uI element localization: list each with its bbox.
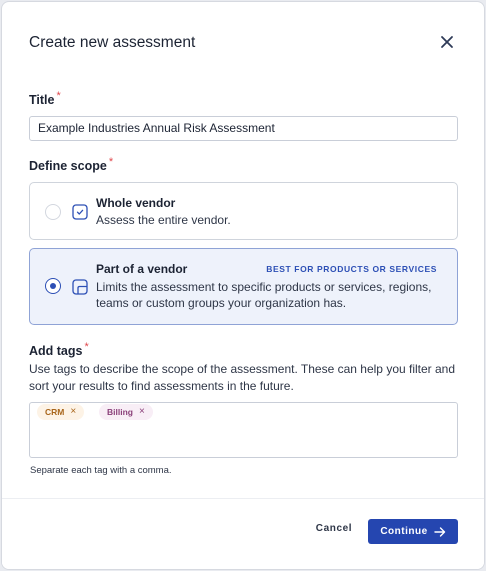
cancel-button[interactable]: Cancel — [315, 523, 353, 534]
title-input[interactable]: Example Industries Annual Risk Assessment — [29, 116, 458, 141]
vendor-box-check-icon — [72, 204, 88, 220]
option-title: Part of a vendor — [96, 262, 188, 276]
tag-label: CRM — [45, 407, 65, 417]
required-mark: * — [108, 156, 114, 168]
title-label-text: Title — [29, 93, 55, 107]
option-description: Assess the entire vendor. — [96, 213, 231, 227]
create-assessment-dialog — [1, 1, 485, 570]
tags-help-text: Use tags to describe the scope of the assessment. These can help you filter and sort your results to find assessments in the future. — [29, 362, 456, 393]
radio-part-of-vendor[interactable] — [45, 278, 61, 294]
tags-hint: Separate each tag with a comma. — [30, 465, 172, 476]
vendor-box-partial-icon — [72, 279, 88, 295]
tag-crm — [37, 404, 84, 420]
tags-input[interactable] — [29, 402, 458, 458]
dialog-title: Create new assessment — [29, 34, 196, 51]
scope-label-text: Define scope — [29, 159, 107, 173]
tag-billing — [99, 404, 153, 420]
tags-label — [29, 341, 89, 358]
scope-option-whole-vendor[interactable] — [29, 182, 458, 240]
radio-whole-vendor[interactable] — [45, 204, 61, 220]
arrow-right-icon — [434, 527, 446, 537]
option-description: Limits the assessment to specific products or services, regions, teams or custom groups your organization has. — [96, 280, 432, 310]
close-button[interactable] — [435, 30, 459, 54]
continue-button[interactable] — [368, 519, 458, 544]
tag-label: Billing — [107, 407, 133, 417]
close-icon — [440, 35, 454, 49]
tags-label-text: Add tags — [29, 344, 83, 358]
scope-label — [29, 156, 114, 173]
required-mark: * — [56, 90, 61, 102]
required-mark: * — [84, 341, 89, 353]
remove-tag-icon[interactable]: × — [70, 406, 77, 417]
scope-option-part-of-vendor[interactable] — [29, 248, 458, 325]
option-title: Whole vendor — [96, 196, 176, 210]
dialog-footer — [2, 498, 485, 570]
best-for-badge: BEST FOR PRODUCTS OR SERVICES — [266, 264, 437, 274]
title-label — [29, 90, 61, 107]
continue-label: Continue — [380, 526, 428, 537]
remove-tag-icon[interactable]: × — [138, 406, 145, 417]
